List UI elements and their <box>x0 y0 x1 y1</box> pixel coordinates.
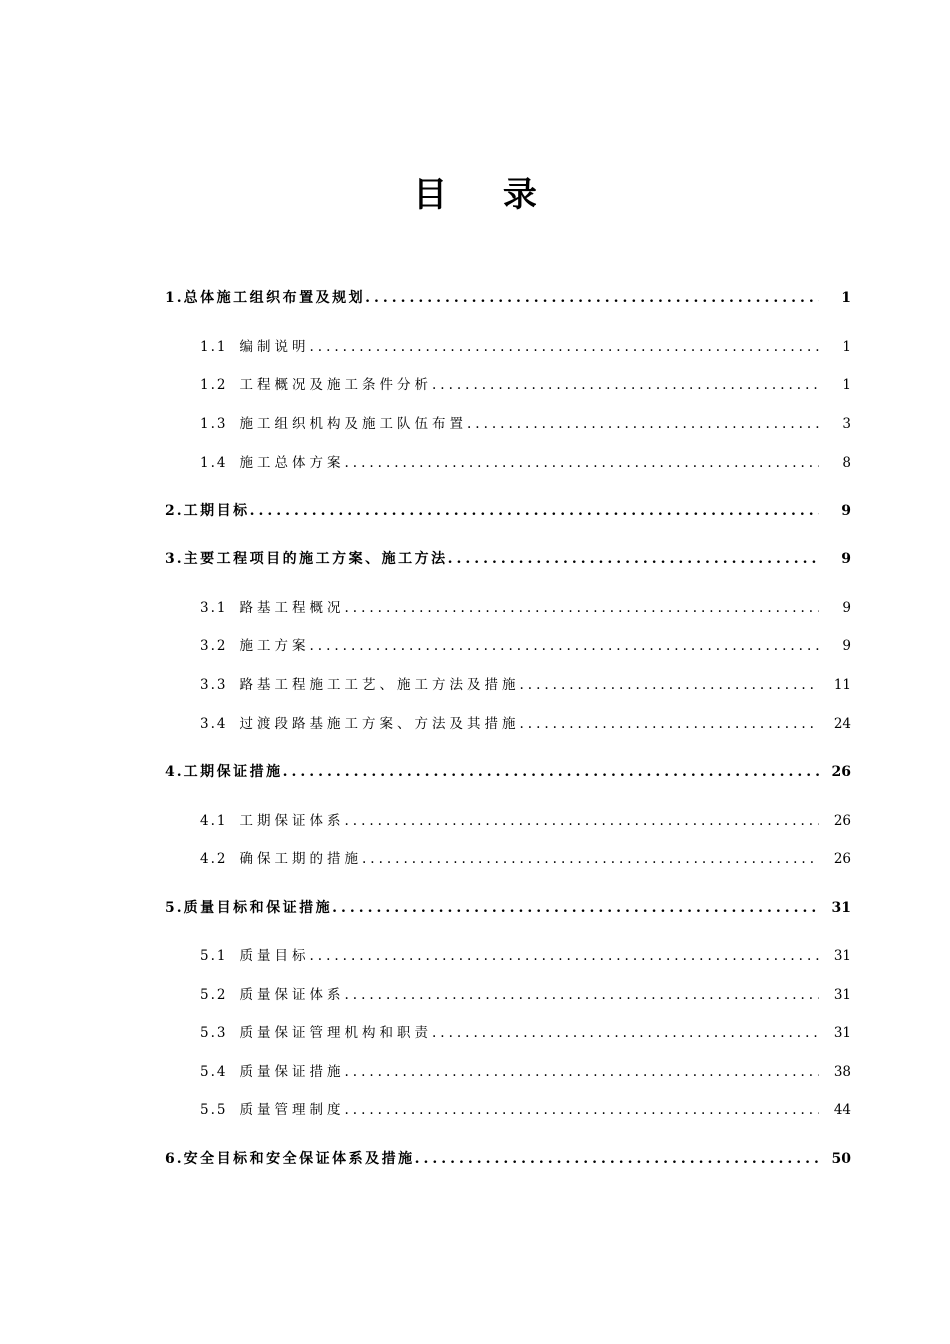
dot-leader <box>362 846 819 872</box>
toc-entry-number: 5.2 <box>200 987 228 1003</box>
dot-leader <box>309 943 819 969</box>
toc-entry-label: 确保工期的措施 <box>239 851 362 867</box>
toc-entry-number: 2. <box>165 503 184 519</box>
toc-entry-page: 9 <box>842 638 851 654</box>
toc-entry-label: 质量管理制度 <box>239 1102 345 1118</box>
toc-entry-5-2[interactable] <box>200 982 851 1008</box>
toc-entry-3-3[interactable] <box>200 672 851 698</box>
toc-entry-label: 编制说明 <box>239 339 310 355</box>
toc-entry-number: 1.2 <box>200 377 228 393</box>
toc-entry-page: 26 <box>833 813 851 829</box>
toc-entry-number: 5.5 <box>200 1102 228 1118</box>
dot-leader <box>283 759 819 785</box>
dot-leader <box>432 372 819 398</box>
toc-entry-4[interactable] <box>165 759 851 785</box>
toc-entry-number: 1.1 <box>200 339 228 355</box>
page-title: 目 录 <box>413 175 559 215</box>
toc-entry-page: 8 <box>842 455 851 471</box>
dot-leader <box>344 595 819 621</box>
toc-entry-number: 1.4 <box>200 455 228 471</box>
toc-entry-6[interactable] <box>165 1146 851 1172</box>
dot-leader <box>519 711 819 737</box>
toc-entry-page: 31 <box>833 948 851 964</box>
toc-entry-label: 质量保证措施 <box>239 1064 345 1080</box>
toc-entry-page: 9 <box>842 600 851 616</box>
dot-leader <box>250 498 819 524</box>
toc-entry-5-4[interactable] <box>200 1059 851 1085</box>
toc-entry-page: 9 <box>841 551 851 567</box>
toc-entry-page: 24 <box>833 716 851 732</box>
toc-entry-1-1[interactable] <box>200 334 851 360</box>
toc-entry-number: 1. <box>165 290 184 306</box>
toc-entry-label: 工期目标 <box>183 503 250 519</box>
toc-entry-page: 31 <box>831 900 851 916</box>
dot-leader <box>467 411 819 437</box>
toc-entry-label: 工期保证措施 <box>183 764 283 780</box>
toc-entry-page: 38 <box>833 1064 851 1080</box>
toc-entry-number: 4.1 <box>200 813 228 829</box>
toc-entry-label: 安全目标和安全保证体系及措施 <box>183 1151 415 1167</box>
toc-entry-number: 3.2 <box>200 638 228 654</box>
dot-leader <box>344 1097 819 1123</box>
toc-entry-page: 1 <box>842 339 851 355</box>
dot-leader <box>309 633 819 659</box>
toc-entry-5-3[interactable] <box>200 1020 851 1046</box>
toc-entry-page: 26 <box>831 764 851 780</box>
toc-entry-page: 11 <box>833 677 851 693</box>
dot-leader <box>415 1146 819 1172</box>
dot-leader <box>519 672 819 698</box>
toc-entry-number: 3. <box>165 551 184 567</box>
toc-entry-4-1[interactable] <box>200 808 851 834</box>
dot-leader <box>344 982 819 1008</box>
toc-entry-1-2[interactable] <box>200 372 851 398</box>
toc-entry-number: 5.4 <box>200 1064 228 1080</box>
toc-entry-label: 质量目标 <box>239 948 310 964</box>
toc-entry-number: 3.1 <box>200 600 228 616</box>
toc-entry-page: 50 <box>831 1151 851 1167</box>
toc-entry-label: 施工方案 <box>239 638 310 654</box>
toc-entry-page: 31 <box>833 987 851 1003</box>
toc-entry-page: 9 <box>841 503 851 519</box>
toc-entry-page: 3 <box>842 416 851 432</box>
toc-entry-1-3[interactable] <box>200 411 851 437</box>
toc-entry-number: 3.3 <box>200 677 228 693</box>
toc-entry-3[interactable] <box>165 546 851 572</box>
dot-leader <box>332 895 819 921</box>
toc-entry-number: 4.2 <box>200 851 228 867</box>
dot-leader <box>344 808 819 834</box>
toc-entry-3-1[interactable] <box>200 595 851 621</box>
toc-entry-label: 质量保证体系 <box>239 987 345 1003</box>
dot-leader <box>365 285 819 311</box>
toc-entry-4-2[interactable] <box>200 846 851 872</box>
toc-entry-3-4[interactable] <box>200 711 851 737</box>
toc-entry-5-5[interactable] <box>200 1097 851 1123</box>
toc-entry-2[interactable] <box>165 498 851 524</box>
dot-leader <box>432 1020 819 1046</box>
toc-entry-page: 1 <box>841 290 851 306</box>
toc-entry-label: 路基工程概况 <box>239 600 345 616</box>
toc-entry-page: 26 <box>833 851 851 867</box>
toc-entry-number: 6. <box>165 1151 184 1167</box>
toc-entry-label: 施工组织机构及施工队伍布置 <box>239 416 467 432</box>
toc-entry-number: 1.3 <box>200 416 228 432</box>
toc-entry-label: 施工总体方案 <box>239 455 345 471</box>
dot-leader <box>344 1059 819 1085</box>
toc-entry-label: 过渡段路基施工方案、方法及其措施 <box>239 716 520 732</box>
toc-entry-5[interactable] <box>165 895 851 921</box>
toc-entry-number: 5.3 <box>200 1025 228 1041</box>
toc-entry-page: 1 <box>842 377 851 393</box>
toc-entry-3-2[interactable] <box>200 633 851 659</box>
toc-entry-label: 质量保证管理机构和职责 <box>239 1025 432 1041</box>
toc-entry-1-4[interactable] <box>200 450 851 476</box>
toc-entry-1[interactable] <box>165 285 851 311</box>
toc-entry-label: 总体施工组织布置及规划 <box>183 290 366 306</box>
toc-entry-label: 工期保证体系 <box>239 813 345 829</box>
toc-entry-number: 5. <box>165 900 184 916</box>
toc-entry-5-1[interactable] <box>200 943 851 969</box>
toc-entry-label: 质量目标和保证措施 <box>183 900 333 916</box>
toc-entry-page: 44 <box>833 1102 851 1118</box>
toc-entry-number: 3.4 <box>200 716 228 732</box>
dot-leader <box>309 334 819 360</box>
toc-entry-number: 5.1 <box>200 948 228 964</box>
toc-entry-label: 路基工程施工工艺、施工方法及措施 <box>239 677 520 693</box>
toc-entry-label: 主要工程项目的施工方案、施工方法 <box>183 551 448 567</box>
toc-entry-number: 4. <box>165 764 184 780</box>
dot-leader <box>344 450 819 476</box>
toc-entry-label: 工程概况及施工条件分析 <box>239 377 432 393</box>
toc-entry-page: 31 <box>833 1025 851 1041</box>
dot-leader <box>448 546 819 572</box>
